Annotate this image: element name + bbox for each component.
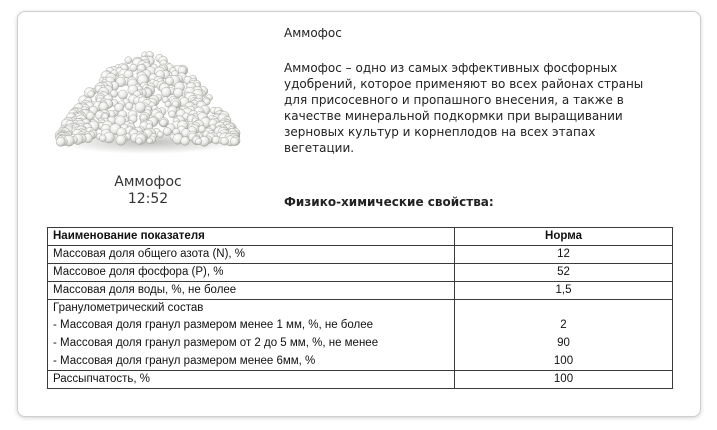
product-caption — [98, 174, 198, 208]
granule — [230, 137, 239, 146]
row-name: Массовое доля фосфора (P), % — [48, 264, 455, 282]
description-line: для присосевного и пропашного внесения, а также в — [284, 93, 624, 107]
group-item-value: 2 — [560, 319, 567, 331]
description-line: вегетации. — [284, 141, 355, 155]
column-header-value: Норма — [455, 228, 673, 246]
fertilizer-granules-image — [48, 38, 248, 158]
product-caption-time: 12:52 — [127, 191, 169, 207]
granule — [116, 135, 126, 145]
group-item-value: 90 — [557, 337, 570, 349]
group-names — [48, 300, 455, 371]
granule — [169, 111, 176, 118]
product-caption-name: Аммофос — [114, 174, 182, 190]
group-spacer — [460, 300, 667, 316]
column-header-name: Наименование показателя — [48, 228, 455, 246]
row-value: 12 — [455, 246, 673, 264]
granule — [125, 102, 133, 110]
description-line: удобрений, которое применяют во всех районах страны — [284, 77, 644, 91]
granule — [125, 57, 132, 64]
group-item-name: - Массовая доля гранул размером от 2 до 5 мм, %, не менее — [53, 337, 379, 349]
granule — [221, 137, 229, 145]
table-row — [48, 264, 673, 282]
row-name: Массовая доля воды, %, не более — [48, 282, 455, 300]
description-line: Аммофос – одно из самых эффективных фосфорных — [284, 61, 618, 75]
description-line: зерновых культур и корнеплодов на всех этапах — [284, 125, 596, 139]
granule — [99, 135, 106, 142]
row-value: 52 — [455, 264, 673, 282]
granule — [130, 64, 137, 71]
table-row — [48, 282, 673, 300]
granule — [56, 137, 65, 146]
granule — [160, 119, 168, 127]
row-value: 100 — [455, 371, 673, 389]
page-title: Аммофос — [284, 26, 342, 40]
granule — [161, 87, 171, 97]
table-row-group — [48, 300, 673, 371]
group-values — [455, 300, 673, 371]
granule — [195, 138, 202, 145]
table-row — [48, 246, 673, 264]
granule — [135, 102, 146, 113]
group-title: Гранулометрический состав — [53, 302, 204, 314]
row-name: Рассыпчатость, % — [48, 371, 455, 389]
granule — [118, 90, 127, 99]
group-item-value: 100 — [553, 355, 574, 367]
granule — [163, 127, 171, 135]
granule — [147, 138, 153, 144]
row-value: 1,5 — [455, 282, 673, 300]
properties-table — [47, 227, 673, 389]
granule — [136, 138, 143, 145]
granule — [88, 91, 95, 98]
row-name: Массовая доля общего азота (N), % — [48, 246, 455, 264]
table-header-row — [48, 228, 673, 246]
granule — [181, 137, 190, 146]
table-row — [48, 371, 673, 389]
group-item-name: - Массовая доля гранул размером менее 1 мм, %, не более — [53, 319, 374, 331]
group-item-name: - Массовая доля гранул размером менее 6мм, % — [53, 355, 316, 367]
description-line: качестве минеральной подкормки при выращивании — [284, 109, 623, 123]
section-title: Физико-химические свойства: — [284, 195, 494, 209]
product-description — [284, 60, 684, 156]
granule — [157, 132, 163, 138]
